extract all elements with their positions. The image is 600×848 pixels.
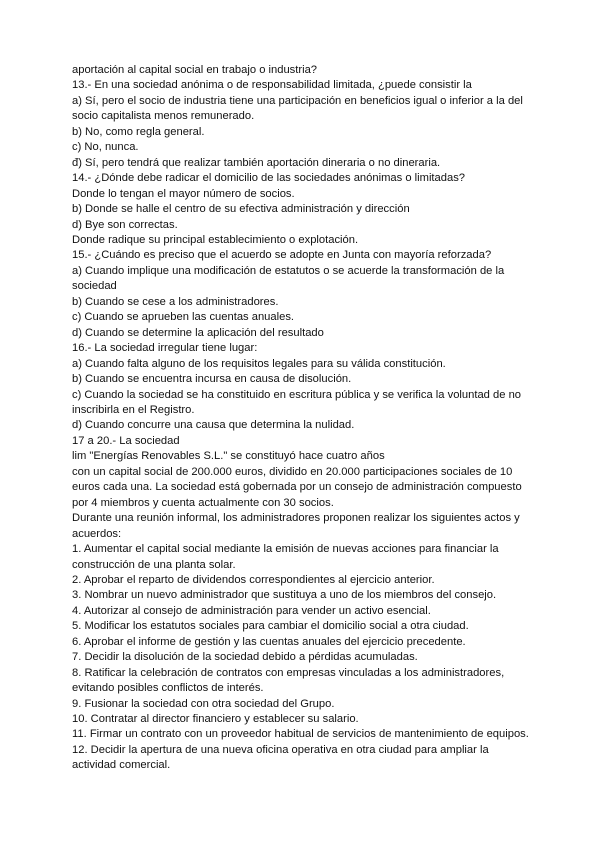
answer-option: a) Cuando falta alguno de los requisitos legales para su válida constitución. [72,357,446,370]
list-item: 10. Contratar al director financiero y establecer su salario. [72,713,359,726]
answer-option: c) No, nunca. [72,141,139,154]
case-text-line: acuerdos: [72,527,122,540]
list-item: 5. Modificar los estatutos sociales para cambiar el domicilio social a otra ciudad. [72,620,469,633]
case-text-line: con un capital social de 200.000 euros, dividido en 20.000 participaciones sociales de 10 [72,465,513,478]
text-line: inscribirla en el Registro. [72,403,195,416]
answer-option: d) Cuando concurre una causa que determina la nulidad. [72,419,355,432]
question-15-text: 15.- ¿Cuándo es preciso que el acuerdo se adopte en Junta con mayoría reforzada? [72,249,492,262]
list-item: 7. Decidir la disolución de la sociedad debido a pérdidas acumuladas. [72,651,418,664]
list-item-continuation: construcción de una planta solar. [72,558,236,571]
answer-option: a) Sí, pero el socio de industria tiene una participación en beneficios igual o inferior a la del [72,94,523,107]
list-item: 3. Nombrar un nuevo administrador que sustituya a uno de los miembros del consejo. [72,589,497,602]
answer-option: a) Cuando implique una modificación de estatutos o se acuerde la transformación de la [72,264,505,277]
list-item: 9. Fusionar la sociedad con otra sociedad del Grupo. [72,697,335,710]
answer-option: Donde radique su principal establecimiento o explotación. [72,233,359,246]
answer-option: Donde lo tengan el mayor número de socios. [72,187,295,200]
list-item: 11. Firmar un contrato con un proveedor habitual de servicios de mantenimiento de equipos. [72,728,529,741]
case-text-line: Durante una reunión informal, los administradores proponen realizar los siguientes actos y [72,512,520,525]
case-text-line: lim "Energías Renovables S.L." se constituyó hace cuatro años [72,450,385,463]
list-item: 2. Aprobar el reparto de dividendos correspondientes al ejercicio anterior. [72,573,435,586]
case-text-line: euros cada una. La sociedad está gobernada por un consejo de administración compuesto [72,481,522,494]
list-item-continuation: evitando posibles conflictos de interés. [72,682,264,695]
case-text-line: por 4 miembros y cuenta actualmente con 30 socios. [72,496,334,509]
answer-option: b) Cuando se cese a los administradores. [72,295,279,308]
list-item: 12. Decidir la apertura de una nueva oficina operativa en otra ciudad para ampliar la [72,743,489,756]
text-line: aportación al capital social en trabajo o industria? [72,64,318,76]
list-item: 1. Aumentar el capital social mediante la emisión de nuevas acciones para financiar la [72,543,499,556]
question-13-text: 13.- En una sociedad anónima o de responsabilidad limitada, ¿puede consistir la [72,79,472,92]
answer-option: đ) Sí, pero tendrá que realizar también aportación dineraria o no dineraria. [72,156,441,169]
question-14-text: 14.- ¿Dónde debe radicar el domicilio de las sociedades anónimas o limitadas? [72,172,466,185]
answer-option: b) Cuando se encuentra incursa en causa de disolución. [72,373,352,386]
answer-option: b) Donde se halle el centro de su efectiva administración y dirección [72,203,410,216]
answer-option: d) Bye son correctas. [72,218,178,231]
answer-option: c) Cuando la sociedad se ha constituido en escritura pública y se verifica la voluntad de no [72,388,522,401]
list-item: 6. Aprobar el informe de gestión y las cuentas anuales del ejercicio precedente. [72,635,466,648]
question-16-text: 16.- La sociedad irregular tiene lugar: [72,342,258,355]
question-17-20-heading: 17 a 20.- La sociedad [72,434,180,447]
answer-option: d) Cuando se determine la aplicación del resultado [72,326,324,339]
list-item: 8. Ratificar la celebración de contratos con empresas vinculadas a los administradores, [72,666,505,679]
list-item: 4. Autorizar al consejo de administración para vender un activo esencial. [72,604,431,617]
text-line: socio capitalista menos remunerado. [72,110,255,123]
answer-option: c) Cuando se aprueben las cuentas anuales. [72,311,295,324]
text-line: sociedad [72,280,117,293]
document-page [72,63,542,774]
answer-option: b) No, como regla general. [72,125,205,138]
list-item-continuation: actividad comercial. [72,759,171,772]
